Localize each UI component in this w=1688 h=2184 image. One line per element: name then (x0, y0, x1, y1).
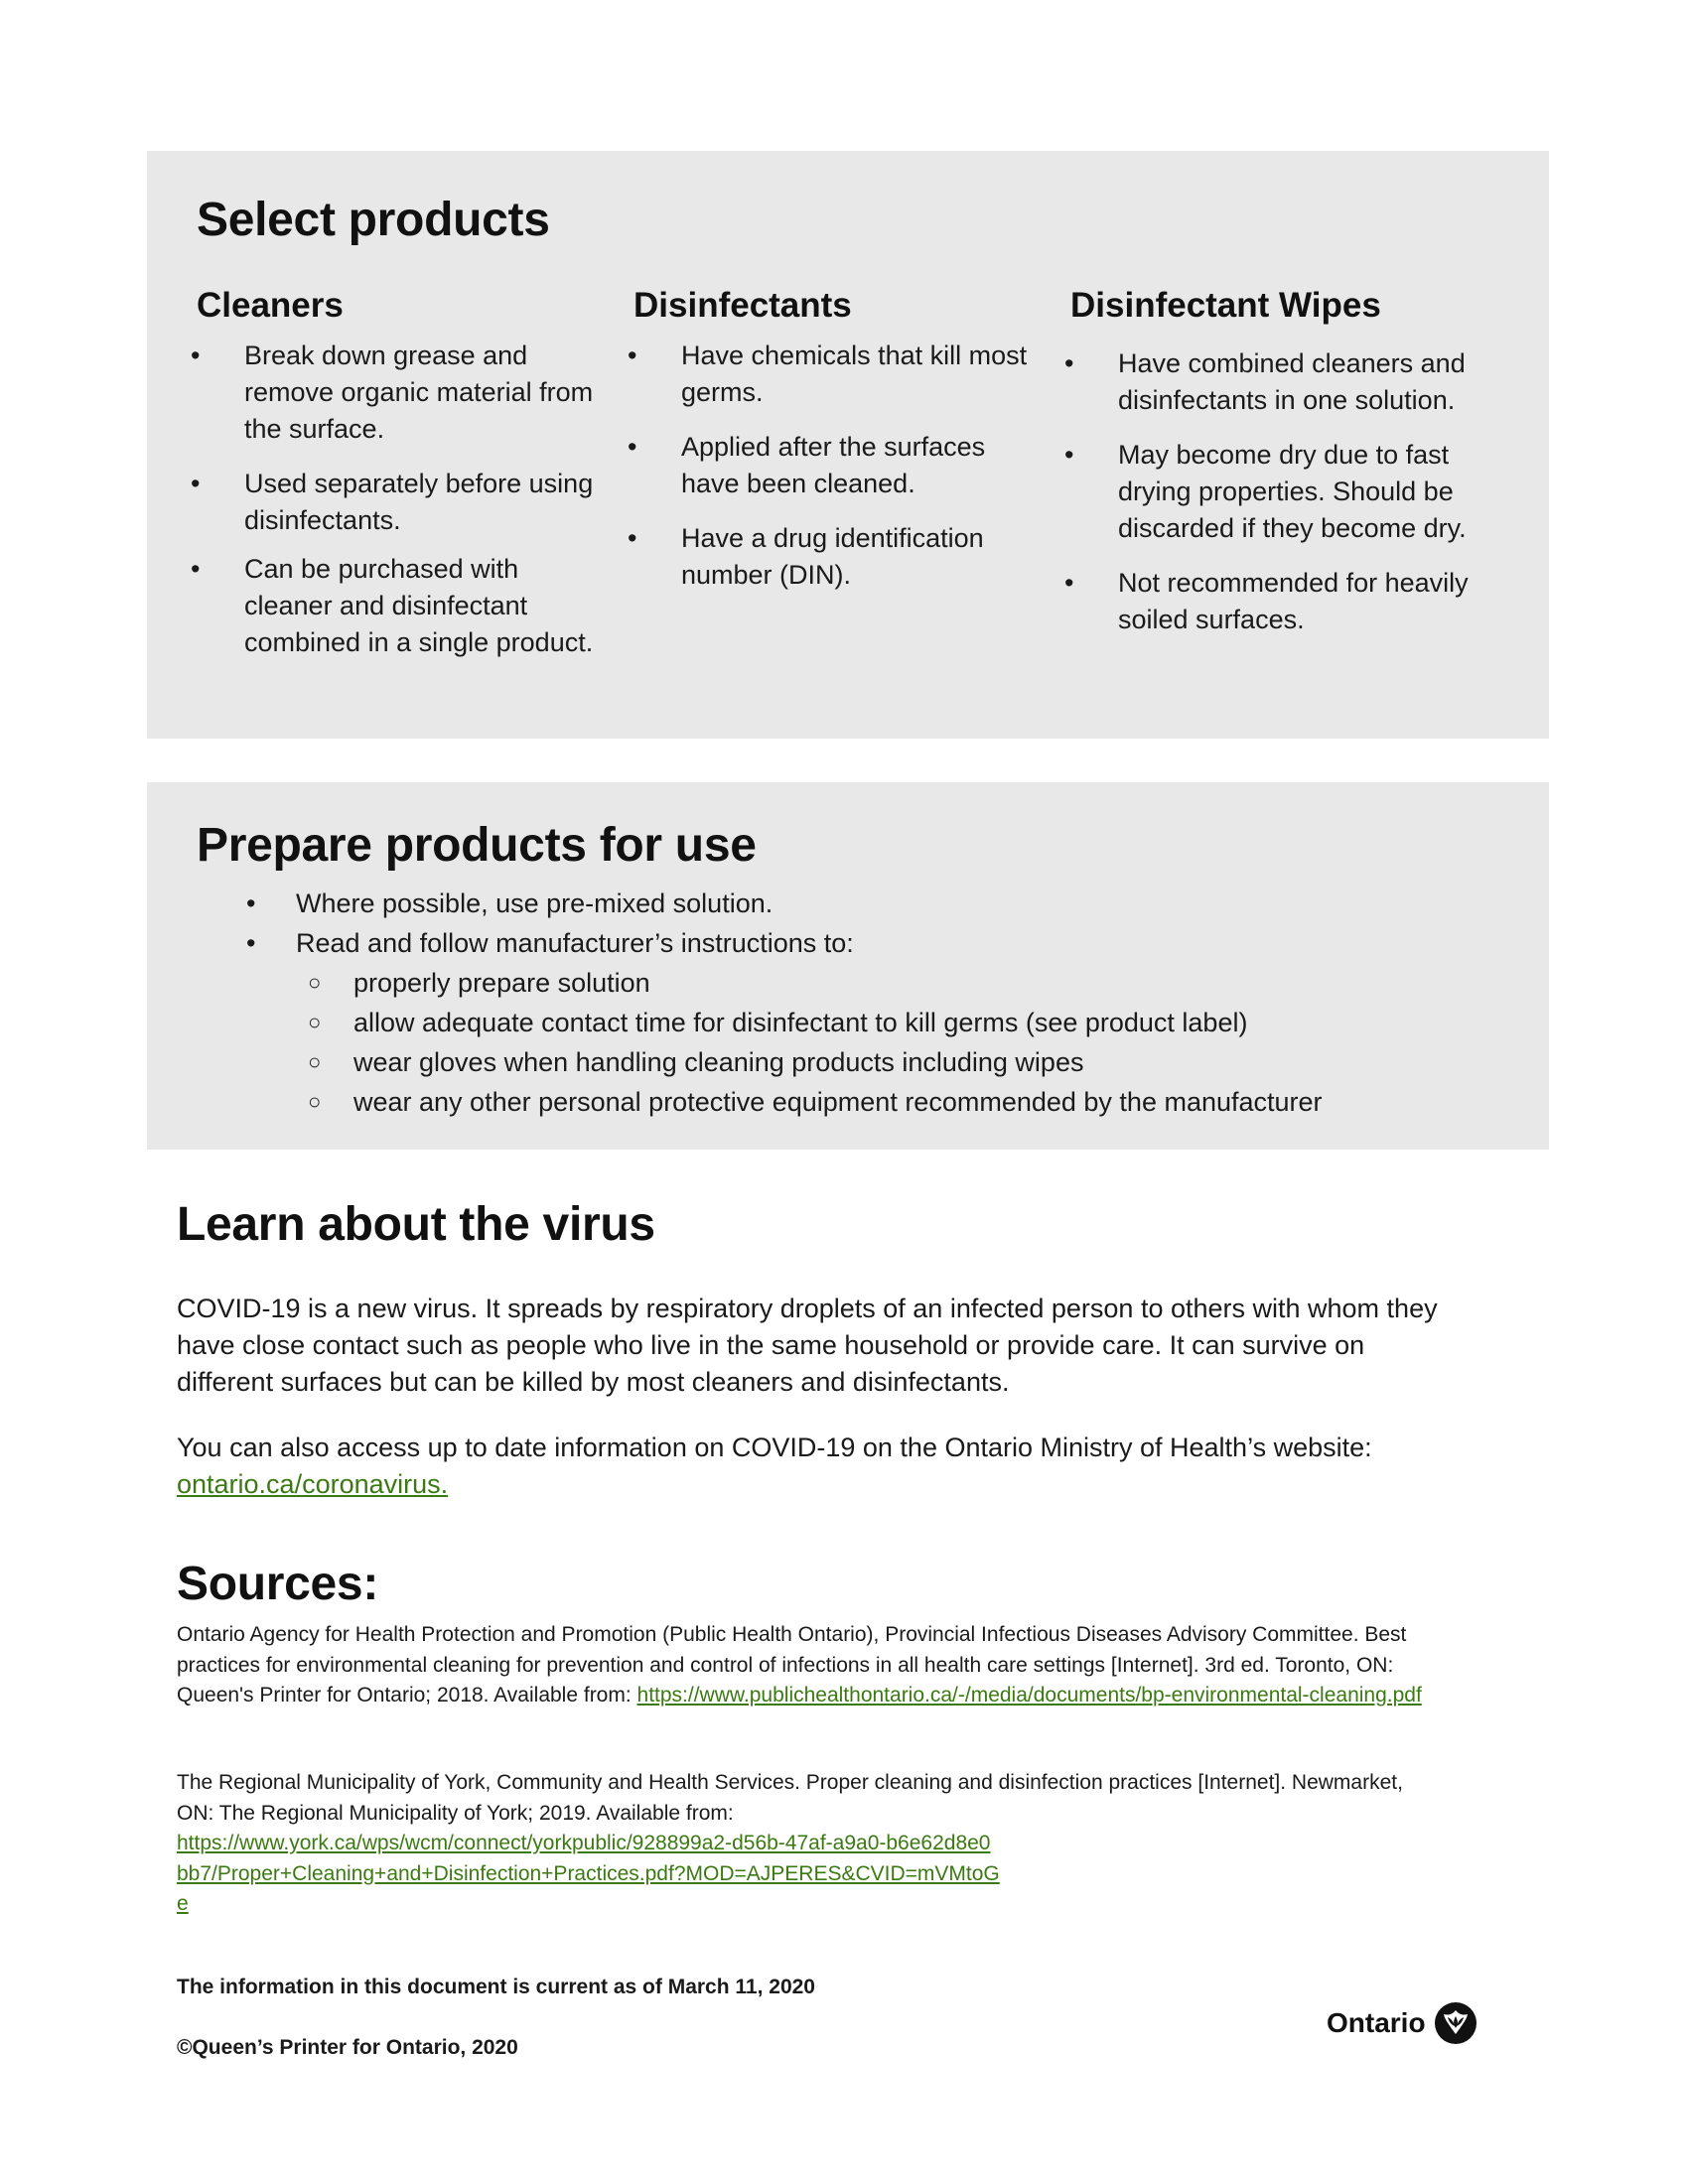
list-item: • Break down grease and remove organic material from the surface. (197, 338, 604, 448)
source-citation: Ontario Agency for Health Protection and Promotion (Public Health Ontario), Provincial Infectious Diseases Advisory Committee. Best practices for environmental cleaning for prevention and control of infections in all health care settings [Internet]. 3rd ed. Toronto, ON: Queen's Printer for Ontario; 2018. Available from: (177, 1623, 1407, 1706)
select-products-title: Select products (197, 194, 550, 246)
source-citation: The Regional Municipality of York, Community and Health Services. Proper cleaning and disinfection practices [Internet]. Newmarket, ON: The Regional Municipality of York; 2019. Available from: (177, 1771, 1403, 1825)
circle-bullet-icon: ○ (308, 1049, 322, 1074)
circle-bullet-icon: ○ (308, 970, 322, 995)
bullet-icon: • (628, 523, 637, 553)
instructions-sublist (308, 963, 1323, 1122)
disinfectants-column (628, 286, 1031, 594)
wipes-list (1064, 345, 1507, 638)
source-link[interactable]: https://www.york.ca/wps/wcm/connect/yorkpublic/928899a2-d56b-47af-a9a0-b6e62d8e0bb7/Proper+Cleaning+and+Disinfection+Practices.pdf?MOD=AJPERES&CVID=mVMtoGe (177, 1832, 1000, 1915)
bullet-icon: • (1064, 348, 1074, 378)
prepare-products-panel (147, 782, 1549, 1150)
cleaners-heading: Cleaners (197, 286, 344, 325)
bullet-icon: • (191, 341, 201, 370)
list-item: • Used separately before using disinfectants. (197, 466, 604, 539)
cleaners-column (191, 286, 604, 661)
circle-bullet-icon: ○ (308, 1089, 322, 1114)
list-item: • Have a drug identification number (DIN). (633, 520, 1031, 594)
source-item (177, 1620, 1468, 1711)
virus-paragraph: COVID-19 is a new virus. It spreads by respiratory droplets of an infected person to others with whom they have close contact such as people who live in the same household or provide care. It can survive on different surfaces but can be killed by most cleaners and disinfectants. (177, 1294, 1438, 1397)
source-link[interactable]: https://www.publichealthontario.ca/-/media/documents/bp-environmental-cleaning.pdf (636, 1684, 1422, 1706)
wipes-heading: Disinfectant Wipes (1070, 286, 1381, 325)
bullet-icon: • (246, 888, 256, 918)
bullet-icon: • (246, 928, 256, 958)
bullet-icon: • (191, 554, 201, 584)
list-item: • Can be purchased with cleaner and disinfectant combined in a single product. (197, 551, 604, 661)
ontario-logo (1327, 2001, 1477, 2045)
sources-title: Sources: (177, 1558, 379, 1610)
wipes-column (1064, 286, 1507, 638)
bullet-icon: • (1064, 440, 1074, 470)
circle-bullet-icon: ○ (308, 1010, 322, 1034)
source-item (177, 1768, 1418, 1920)
disinfectants-heading: Disinfectants (633, 286, 852, 325)
list-item: ○ properly prepare solution (353, 963, 1323, 1003)
bullet-icon: • (191, 469, 201, 498)
bullet-icon: • (628, 341, 637, 370)
learn-virus-title: Learn about the virus (177, 1198, 655, 1251)
list-item: ○ wear any other personal protective equipment recommended by the manufacturer (353, 1082, 1323, 1122)
ministry-text: You can also access up to date information on COVID-19 on the Ontario Ministry of Health’s website: (177, 1433, 1372, 1462)
currency-note: The information in this document is current as of March 11, 2020 (177, 1976, 815, 1998)
prepare-products-list (246, 884, 1323, 1122)
list-item: • Applied after the surfaces have been cleaned. (633, 429, 1031, 502)
ministry-paragraph (177, 1430, 1507, 1503)
list-item: • Have chemicals that kill most germs. (633, 338, 1031, 411)
bullet-icon: • (1064, 568, 1074, 598)
list-item: ○ wear gloves when handling cleaning products including wipes (353, 1042, 1323, 1082)
select-products-panel (147, 151, 1549, 739)
list-item: ○ allow adequate contact time for disinfectant to kill germs (see product label) (353, 1003, 1323, 1042)
coronavirus-link[interactable]: ontario.ca/coronavirus. (177, 1469, 449, 1499)
list-item: • Read and follow manufacturer’s instructions to: ○ properly prepare solution ○ allow adequate contact time for disinfectant to kill germs (see product label) ○ wear gloves when handling cleaning products including wipes ○ wear any other personal protective equipment recommended by the manufacturer (296, 923, 1323, 1122)
ontario-logo-text: Ontario (1327, 2007, 1426, 2038)
ontario-trillium-icon (1434, 2001, 1477, 2045)
disinfectants-list (628, 338, 1031, 594)
copyright-text: ©Queen’s Printer for Ontario, 2020 (177, 2036, 518, 2059)
list-item: • Where possible, use pre-mixed solution. (296, 884, 1323, 923)
list-item: • May become dry due to fast drying properties. Should be discarded if they become dry. (1070, 437, 1507, 547)
list-item: • Have combined cleaners and disinfectants in one solution. (1070, 345, 1507, 419)
prepare-products-title: Prepare products for use (197, 819, 757, 872)
list-item: • Not recommended for heavily soiled surfaces. (1070, 565, 1507, 638)
cleaners-list (191, 338, 604, 661)
bullet-icon: • (628, 432, 637, 462)
